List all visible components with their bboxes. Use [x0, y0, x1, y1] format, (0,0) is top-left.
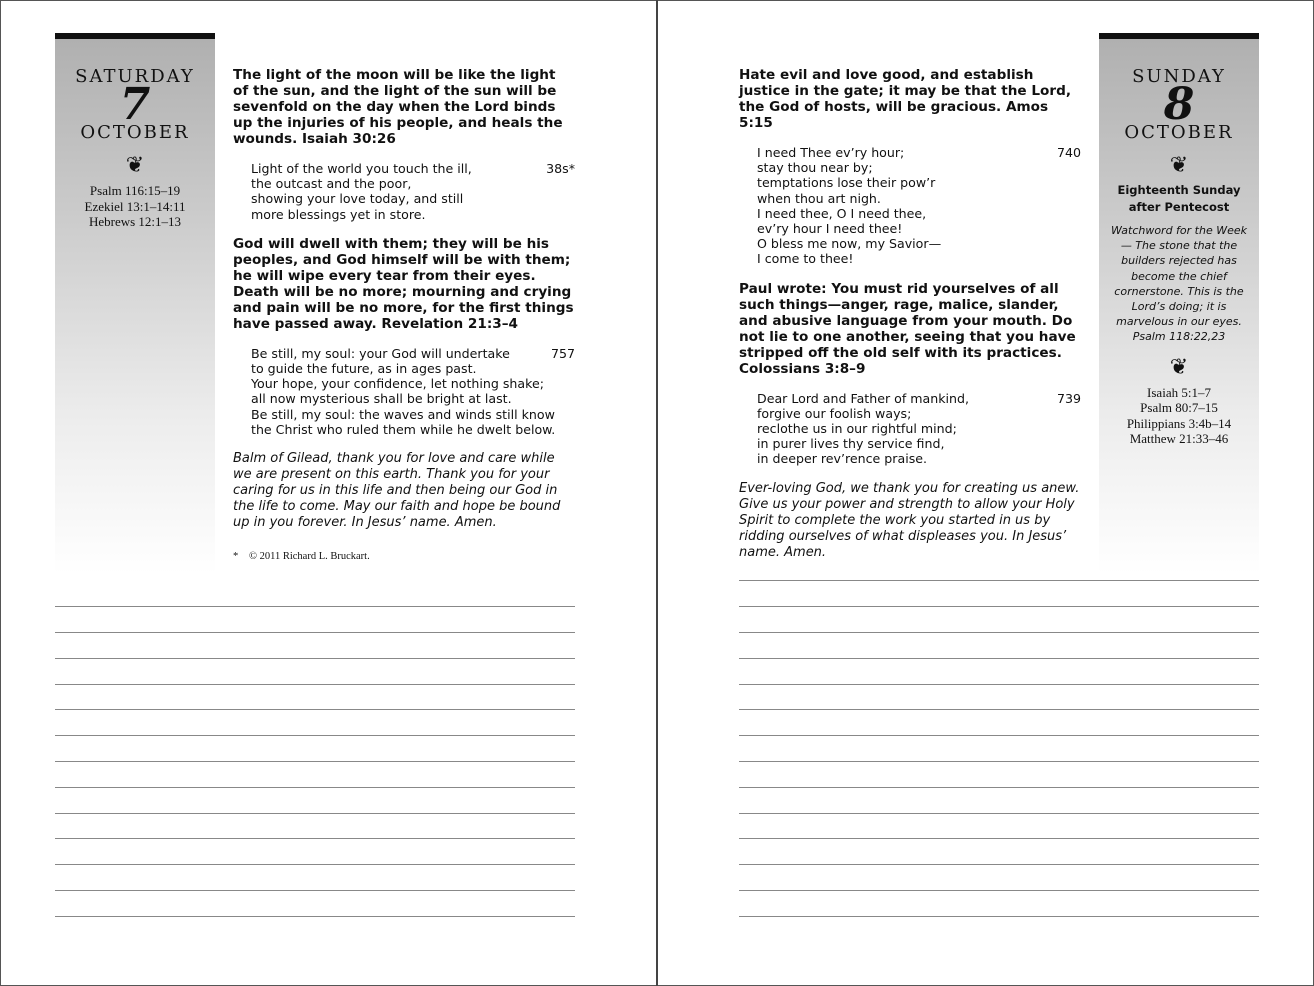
- note-line: [55, 864, 575, 865]
- left-hymn-1-number: 38s*: [546, 161, 575, 176]
- left-hymn-1: [251, 161, 575, 222]
- note-line: [739, 709, 1259, 710]
- note-line: [55, 890, 575, 891]
- hymn-line: temptations lose their pow’r: [757, 175, 936, 191]
- note-line: [739, 580, 1259, 581]
- page-gutter: [656, 0, 658, 986]
- right-reading-1: Isaiah 5:1–7: [1147, 384, 1211, 400]
- note-line: [55, 813, 575, 814]
- fleuron-ornament-icon: ❦: [1169, 153, 1189, 178]
- right-hymn-2: [757, 391, 1081, 467]
- left-reading-1: Psalm 116:15–19: [89, 183, 181, 198]
- note-line: [55, 684, 575, 685]
- right-verse-1: Hate evil and love good, and establish justice in the gate; it may be that the Lord, the God of hosts, will be gracious. Amos 5:15: [739, 67, 1071, 131]
- hymn-line: the outcast and the poor,: [251, 176, 412, 192]
- note-line: [55, 761, 575, 762]
- hymn-line: Be still, my soul: the waves and winds still know: [251, 406, 555, 422]
- right-hymn-2-number: 739: [1056, 390, 1081, 406]
- note-line: [55, 709, 575, 710]
- left-verse-2: God will dwell with them; they will be his peoples, and God himself will be with them; he will wipe every tear from their eyes. Death will be no more; mourning and crying and pain will be no more, for the first things have passed away. Revelation 21:3–4: [233, 235, 574, 332]
- right-reading-2: Psalm 80:7–15: [1140, 400, 1218, 416]
- note-line: [55, 658, 575, 659]
- note-line: [739, 916, 1259, 917]
- hymn-line: O bless me now, my Savior—: [757, 236, 942, 252]
- hymn-line: I come to thee!: [757, 251, 854, 267]
- hymn-line: Your hope, your confidence, let nothing shake;: [251, 376, 544, 392]
- right-month: OCTOBER: [1124, 122, 1234, 143]
- left-hymn-2: [251, 346, 575, 437]
- right-day-of-week: SUNDAY: [1132, 66, 1226, 87]
- left-footnote: [233, 551, 575, 562]
- note-line: [55, 735, 575, 736]
- hymn-line: all now mysterious shall be bright at last.: [251, 391, 512, 407]
- right-reading-3: Philippians 3:4b–14: [1126, 415, 1232, 431]
- occasion-line-1: Eighteenth Sunday: [1117, 183, 1241, 197]
- right-prayer: Ever-loving God, we thank you for creating us anew. Give us your power and strength to allow your Holy Spirit to complete the work you started in us by ridding ourselves of what displeases you. In Jesus’ name. Amen.: [739, 480, 1080, 560]
- left-day-of-week: SATURDAY: [75, 66, 195, 87]
- hymn-line: in purer lives thy service find,: [757, 436, 945, 452]
- hymn-line: when thou art nigh.: [757, 190, 881, 206]
- hymn-line: stay thou near by;: [757, 160, 873, 176]
- note-line: [739, 787, 1259, 788]
- hymn-line: reclothe us in our rightful mind;: [757, 421, 957, 437]
- left-hymn-2-number: 757: [550, 345, 575, 361]
- hymn-line: I need thee, O I need thee,: [757, 205, 927, 221]
- fleuron-ornament-icon: ❦: [125, 153, 145, 178]
- left-content: [233, 67, 575, 562]
- right-hymn-1: [757, 145, 1081, 267]
- right-verse-2: Paul wrote: You must rid yourselves of all such things—anger, rage, malice, slander, and abusive language from your mouth. Do not lie to one another, seeing that you have stripped off the old self with its practices. Colossians 3:8–9: [739, 280, 1076, 377]
- note-line: [739, 658, 1259, 659]
- left-date-sidebar: [55, 33, 215, 574]
- hymn-line: ev’ry hour I need thee!: [757, 221, 903, 237]
- hymn-line: the Christ who ruled them while he dwelt below.: [251, 421, 556, 437]
- left-prayer: Balm of Gilead, thank you for love and care while we are present on this earth. Thank you for your caring for us in this life and then being our God in the life to come. May our faith and hope be bound up in you forever. In Jesus’ name. Amen.: [233, 451, 561, 531]
- note-line: [739, 813, 1259, 814]
- note-line: [739, 864, 1259, 865]
- note-line: [739, 890, 1259, 891]
- note-line: [739, 684, 1259, 685]
- hymn-line: forgive our foolish ways;: [757, 405, 912, 421]
- left-day-number: 7: [119, 79, 151, 130]
- note-line: [55, 838, 575, 839]
- right-day-number: 8: [1163, 79, 1195, 130]
- left-reading-3: Hebrews 12:1–13: [88, 214, 182, 229]
- note-line: [55, 787, 575, 788]
- hymn-line: in deeper rev’rence praise.: [757, 451, 928, 467]
- right-reading-4: Matthew 21:33–46: [1129, 431, 1229, 447]
- note-line: [739, 606, 1259, 607]
- note-line: [55, 916, 575, 917]
- left-reading-2: Ezekiel 13:1–14:11: [84, 198, 186, 214]
- note-line: [55, 632, 575, 633]
- occasion-line-2: after Pentecost: [1128, 200, 1230, 214]
- watchword: Watchword for the Week — The stone that the builders rejected has become the chief cornerstone. This is the Lord’s doing; it is marvelous in our eyes. Psalm 118:22,23: [1110, 224, 1248, 344]
- page-border-left: [0, 0, 1, 986]
- note-line: [739, 632, 1259, 633]
- hymn-line: Be still, my soul: your God will undertake: [251, 345, 510, 361]
- left-verse-1: The light of the moon will be like the light of the sun, and the light of the sun will be sevenfold on the day when the Lord binds up the injuries of his people, and heals the wounds. Isaiah 30:26: [233, 67, 563, 147]
- footnote-mark: *: [233, 551, 239, 563]
- hymn-line: Light of the world you touch the ill,: [251, 161, 472, 176]
- note-line: [739, 761, 1259, 762]
- hymn-line: I need Thee ev’ry hour;: [757, 145, 905, 160]
- hymn-line: more blessings yet in store.: [251, 206, 426, 222]
- note-line: [55, 606, 575, 607]
- right-date-sidebar: [1099, 33, 1259, 574]
- footnote-text: © 2011 Richard L. Bruckart.: [249, 551, 370, 563]
- right-hymn-1-number: 740: [1056, 145, 1081, 160]
- fleuron-ornament-icon: ❦: [1169, 354, 1189, 380]
- note-line: [739, 735, 1259, 736]
- right-content: [739, 67, 1081, 581]
- hymn-line: to guide the future, as in ages past.: [251, 361, 477, 377]
- left-month: OCTOBER: [80, 122, 190, 143]
- hymn-line: Dear Lord and Father of mankind,: [757, 390, 970, 406]
- note-line: [739, 838, 1259, 839]
- hymn-line: showing your love today, and still: [251, 191, 464, 207]
